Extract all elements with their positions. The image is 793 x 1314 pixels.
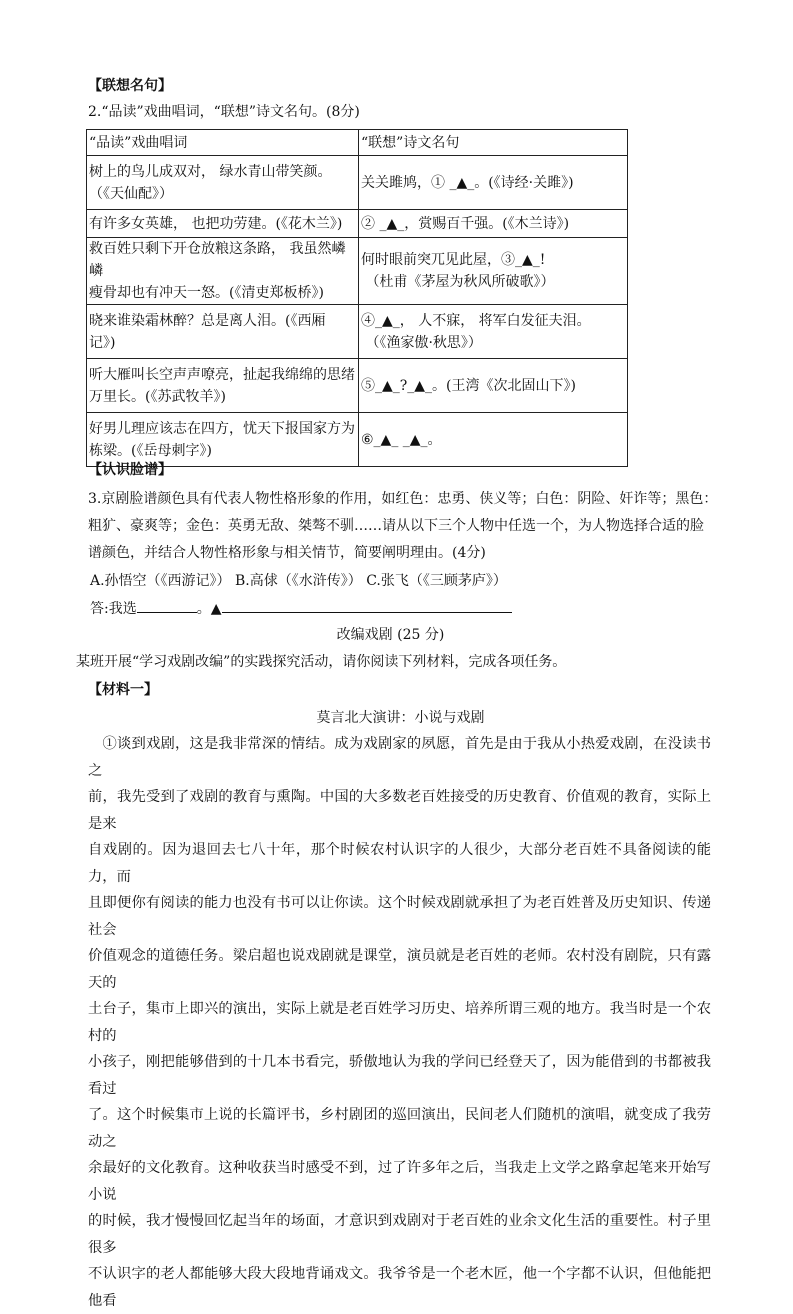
material-heading: 【材料一】 — [88, 682, 158, 698]
table-row — [87, 413, 628, 467]
table-cell: 有许多女英雄， 也把功劳建。(《花木兰》) — [87, 210, 359, 238]
article-line: ①谈到戏剧，这是我非常深的情结。成为戏剧家的夙愿，首先是由于我从小热爱戏剧，在没读书之 — [88, 736, 711, 779]
table-cell: 听大雁叫长空声声嘹亮，扯起我绵绵的思绪 万里长。(《苏武牧羊》) — [87, 359, 359, 413]
article-line: 小孩子，刚把能够借到的十几本书看完，骄傲地认为我的学问已经登天了，因为能借到的书都被我看过 — [88, 1054, 711, 1097]
article-line: 的时候，我才慢慢回忆起当年的场面，才意识到戏剧对于老百姓的业余文化生活的重要性。村子里很多 — [88, 1213, 711, 1256]
table-cell: 救百姓只剩下开仓放粮这条路， 我虽然嶙嶙 瘦骨却也有冲天一怒。(《清吏郑板桥》) — [87, 238, 359, 305]
table-row — [87, 359, 628, 413]
answer-prefix: 答:我选 — [90, 601, 137, 617]
table-row — [87, 305, 628, 359]
table-cell: 好男儿理应该志在四方，忧天下报国家方为 栋梁。(《岳母刺字》) — [87, 413, 359, 467]
article-line: 价值观念的道德任务。梁启超也说戏剧就是课堂，演员就是老百姓的老师。农村没有剧院，只有露天的 — [88, 948, 711, 991]
article-line: 自戏剧的。因为退回去七八十年，那个时候农村认识字的人很少，大部分老百姓不具备阅读的能力，而 — [88, 842, 711, 885]
section-heading-facial-makeup: 【认识脸谱】 — [88, 462, 172, 478]
article-line: 土台子，集市上即兴的演出，实际上就是老百姓学习历史、培养所谓三观的地方。我当时是一个农村的 — [88, 1001, 711, 1044]
question-3-line: 谱颜色，并结合人物性格形象与相关情节，简要阐明理由。(4分) — [88, 545, 486, 561]
comparison-table — [86, 129, 628, 467]
article-line: 了。这个时候集市上说的长篇评书，乡村剧团的巡回演出，民间老人们随机的演唱，就变成了我劳动之 — [88, 1107, 711, 1150]
article-line: 不认识字的老人都能够大段大段地背诵戏文。我爷爷是一个老木匠，他一个字都不认识，但他能把他看 — [88, 1266, 711, 1309]
table-cell: 关关雎鸠，① _▲_。(《诗经·关雎》) — [359, 156, 628, 210]
question-2-prompt: 2.“品读”戏曲唱词，“联想”诗文名句。(8分) — [88, 104, 360, 120]
article-line: 前，我先受到了戏剧的教育与熏陶。中国的大多数老百姓接受的历史教育、价值观的教育，实际上是来 — [88, 789, 711, 832]
article-title: 莫言北大演讲：小说与戏剧 — [316, 710, 485, 726]
table-header-cell: “联想”诗文名句 — [359, 130, 628, 156]
question-3-line: 3.京剧脸谱颜色具有代表人物性格形象的作用，如红色：忠勇、侠义等；白色：阴险、奸诈等；黑色： — [88, 491, 718, 507]
table-row — [87, 238, 628, 305]
intro-line: 某班开展“学习戏剧改编”的实践探究活动，请你阅读下列材料，完成各项任务。 — [76, 654, 567, 670]
table-header-cell: “品读”戏曲唱词 — [87, 130, 359, 156]
table-row — [87, 210, 628, 238]
table-row — [87, 156, 628, 210]
table-cell: 晓来谁染霜林醉？总是离人泪。(《西厢 记》) — [87, 305, 359, 359]
table-header-row — [87, 130, 628, 156]
question-3-line: 粗犷、豪爽等；金色：英勇无敌、桀骜不驯……请从以下三个人物中任选一个，为人物选择合适的脸 — [88, 518, 704, 534]
table-cell: ⑥_▲_ _▲_。 — [359, 413, 628, 467]
answer-reason-blank[interactable] — [222, 598, 512, 613]
question-3-options: A.孙悟空（《西游记》） B.高俅（《水浒传》） C.张飞（《三顾茅庐》） — [90, 573, 507, 589]
article-body — [88, 731, 711, 1314]
part-title: 改编戏剧 (25 分) — [336, 627, 445, 643]
answer-line — [90, 598, 512, 619]
table-cell: 何时眼前突兀见此屋，③_▲_! （杜甫《茅屋为秋风所破歌》） — [359, 238, 628, 305]
table-cell: ② _▲_，赏赐百千强。(《木兰诗》) — [359, 210, 628, 238]
table-cell: 树上的鸟儿成双对， 绿水青山带笑颜。 （《天仙配》） — [87, 156, 359, 210]
table-cell: ④_▲_， 人不寐， 将军白发征夫泪。 （《渔家傲·秋思》） — [359, 305, 628, 359]
article-line: 且即便你有阅读的能力也没有书可以让你读。这个时候戏剧就承担了为老百姓普及历史知识、传递社会 — [88, 895, 711, 938]
answer-choice-blank[interactable] — [137, 598, 197, 613]
section-heading-associate: 【联想名句】 — [88, 78, 172, 94]
answer-marker: 。▲ — [196, 601, 222, 617]
article-line: 余最好的文化教育。这种收获当时感受不到，过了许多年之后，当我走上文学之路拿起笔来开始写小说 — [88, 1160, 711, 1203]
table-cell: ⑤_▲_?_▲_。(王湾《次北固山下》) — [359, 359, 628, 413]
